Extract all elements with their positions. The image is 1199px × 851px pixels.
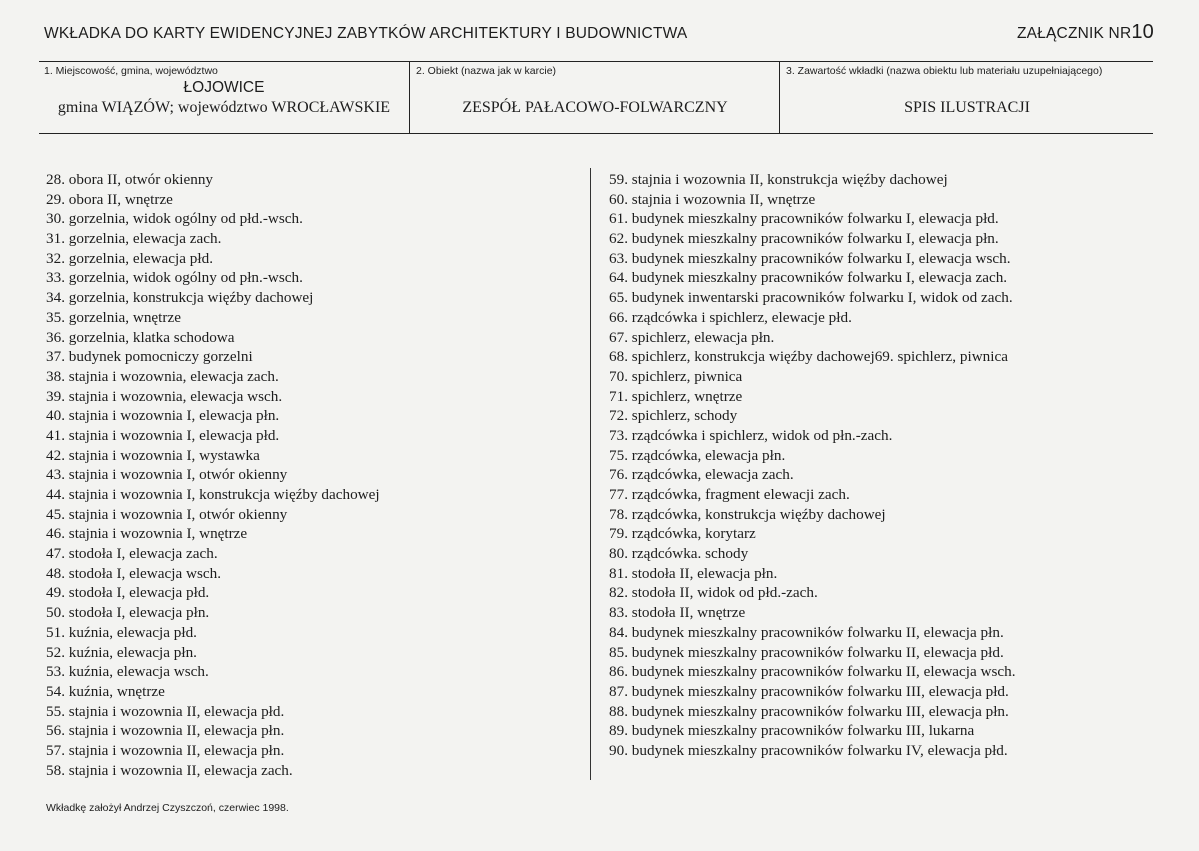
object-value: ZESPÓŁ PAŁACOWO-FOLWARCZNY: [462, 99, 728, 116]
list-item: 55. stajnia i wozownia II, elewacja płd.: [46, 702, 285, 720]
list-item: 50. stodoła I, elewacja płn.: [46, 604, 210, 622]
list-item: 41. stajnia i wozownia I, elewacja płd.: [46, 426, 280, 444]
list-item: 48. stodoła I, elewacja wsch.: [46, 564, 222, 582]
object-label: 2. Obiekt (nazwa jak w karcie): [416, 65, 557, 77]
list-item: 81. stodoła II, elewacja płn.: [609, 564, 778, 582]
info-table: [39, 61, 1153, 134]
list-item: 32. gorzelnia, elewacja płd.: [46, 249, 213, 267]
content-value: SPIS ILUSTRACJI: [904, 99, 1030, 116]
list-item: 56. stajnia i wozownia II, elewacja płn.: [46, 722, 285, 740]
list-item: 64. budynek mieszkalny pracowników folwarku I, elewacja zach.: [609, 269, 1008, 287]
list-item: 80. rządcówka. schody: [609, 545, 749, 563]
list-item: 59. stajnia i wozownia II, konstrukcja więźby dachowej: [609, 171, 948, 188]
content-cell: [781, 62, 1153, 133]
list-item: 66. rządcówka i spichlerz, elewacje płd.: [609, 308, 852, 326]
list-item: 61. budynek mieszkalny pracowników folwarku I, elewacja płd.: [609, 210, 999, 228]
annex-label: [1017, 21, 1154, 44]
object-cell: [411, 62, 780, 133]
list-item: 49. stodoła I, elewacja płd.: [46, 584, 210, 602]
list-item: 65. budynek inwentarski pracowników folwarku I, widok od zach.: [609, 289, 1013, 307]
list-item: 88. budynek mieszkalny pracowników folwarku III, elewacja płn.: [609, 702, 1009, 720]
list-item: 53. kuźnia, elewacja wsch.: [46, 663, 209, 681]
annex-label-text: ZAŁĄCZNIK NR: [1016, 25, 1132, 42]
list-item: 79. rządcówka, korytarz: [609, 525, 756, 543]
list-item: 85. budynek mieszkalny pracowników folwarku II, elewacja płd.: [609, 643, 1004, 661]
list-item: 76. rządcówka, elewacja zach.: [609, 466, 794, 484]
list-item: 39. stajnia i wozownia, elewacja wsch.: [46, 387, 283, 405]
list-item: 75. rządcówka, elewacja płn.: [609, 446, 786, 464]
list-item: 70. spichlerz, piwnica: [609, 367, 743, 385]
list-item: 71. spichlerz, wnętrze: [609, 387, 743, 405]
list-item: 73. rządcówka i spichlerz, widok od płn.-zach.: [609, 426, 893, 444]
list-item: 87. budynek mieszkalny pracowników folwarku III, elewacja płd.: [609, 682, 1009, 700]
list-item: 60. stajnia i wozownia II, wnętrze: [609, 190, 816, 208]
list-item: 45. stajnia i wozownia I, otwór okienny: [46, 505, 288, 523]
list-item: 37. budynek pomocniczy gorzelni: [46, 348, 253, 366]
list-item: 57. stajnia i wozownia II, elewacja płn.: [46, 741, 285, 759]
list-item: 67. spichlerz, elewacja płn.: [609, 328, 775, 346]
column-divider: [590, 168, 591, 780]
annex-number: 10: [1131, 21, 1154, 43]
list-item: 72. spichlerz, schody: [609, 407, 738, 425]
document-header: [44, 21, 1154, 43]
list-item: 43. stajnia i wozownia I, otwór okienny: [46, 466, 288, 484]
list-item: 89. budynek mieszkalny pracowników folwarku III, lukarna: [609, 722, 975, 740]
illustration-list-left: [46, 170, 380, 780]
list-item: 58. stajnia i wozownia II, elewacja zach.: [46, 761, 293, 779]
list-item: 30. gorzelnia, widok ogólny od płd.-wsch.: [46, 210, 303, 228]
list-item: 77. rządcówka, fragment elewacji zach.: [609, 486, 850, 503]
list-item: 28. obora II, otwór okienny: [46, 171, 214, 188]
list-item: 63. budynek mieszkalny pracowników folwarku I, elewacja wsch.: [609, 249, 1011, 267]
list-item: 84. budynek mieszkalny pracowników folwarku II, elewacja płn.: [609, 623, 1004, 641]
list-item: 62. budynek mieszkalny pracowników folwarku I, elewacja płn.: [609, 230, 999, 248]
location-place: ŁOJOWICE: [183, 79, 265, 96]
location-region: gmina WIĄZÓW; województwo WROCŁAWSKIE: [57, 99, 391, 116]
list-item: 86. budynek mieszkalny pracowników folwarku II, elewacja wsch.: [609, 663, 1016, 681]
document-title: WKŁADKA DO KARTY EWIDENCYJNEJ ZABYTKÓW ARCHITEKTURY I BUDOWNICTWA: [44, 25, 688, 42]
list-item: 68. spichlerz, konstrukcja więźby dachowej69. spichlerz, piwnica: [609, 348, 1008, 366]
list-item: 35. gorzelnia, wnętrze: [46, 308, 181, 326]
list-item: 40. stajnia i wozownia I, elewacja płn.: [46, 407, 280, 425]
list-item: 33. gorzelnia, widok ogólny od płn.-wsch.: [46, 269, 303, 287]
location-label: 1. Miejscowość, gmina, województwo: [44, 65, 218, 77]
list-item: 78. rządcówka, konstrukcja więźby dachowej: [609, 505, 886, 523]
list-item: 83. stodoła II, wnętrze: [609, 604, 746, 622]
list-item: 90. budynek mieszkalny pracowników folwarku IV, elewacja płd.: [609, 741, 1008, 759]
list-item: 31. gorzelnia, elewacja zach.: [46, 230, 222, 248]
list-item: 34. gorzelnia, konstrukcja więźby dachowej: [46, 289, 314, 307]
list-item: 44. stajnia i wozownia I, konstrukcja więźby dachowej: [46, 486, 380, 503]
list-item: 54. kuźnia, wnętrze: [46, 682, 165, 700]
list-item: 51. kuźnia, elewacja płd.: [46, 623, 197, 641]
list-item: 47. stodoła I, elewacja zach.: [46, 545, 218, 563]
list-item: 36. gorzelnia, klatka schodowa: [46, 328, 235, 346]
list-item: 46. stajnia i wozownia I, wnętrze: [46, 525, 248, 543]
list-item: 38. stajnia i wozownia, elewacja zach.: [46, 367, 279, 385]
list-item: 82. stodoła II, widok od płd.-zach.: [609, 584, 818, 602]
content-label: 3. Zawartość wkładki (nazwa obiektu lub materiału uzupełniającego): [786, 65, 1103, 77]
footer-note: Wkładkę założył Andrzej Czyszczoń, czerwiec 1998.: [46, 802, 289, 814]
list-item: 42. stajnia i wozownia I, wystawka: [46, 446, 260, 464]
list-item: 52. kuźnia, elewacja płn.: [46, 643, 197, 661]
list-item: 29. obora II, wnętrze: [46, 190, 173, 208]
location-cell: [39, 62, 410, 133]
illustration-list-right: [609, 170, 1016, 761]
